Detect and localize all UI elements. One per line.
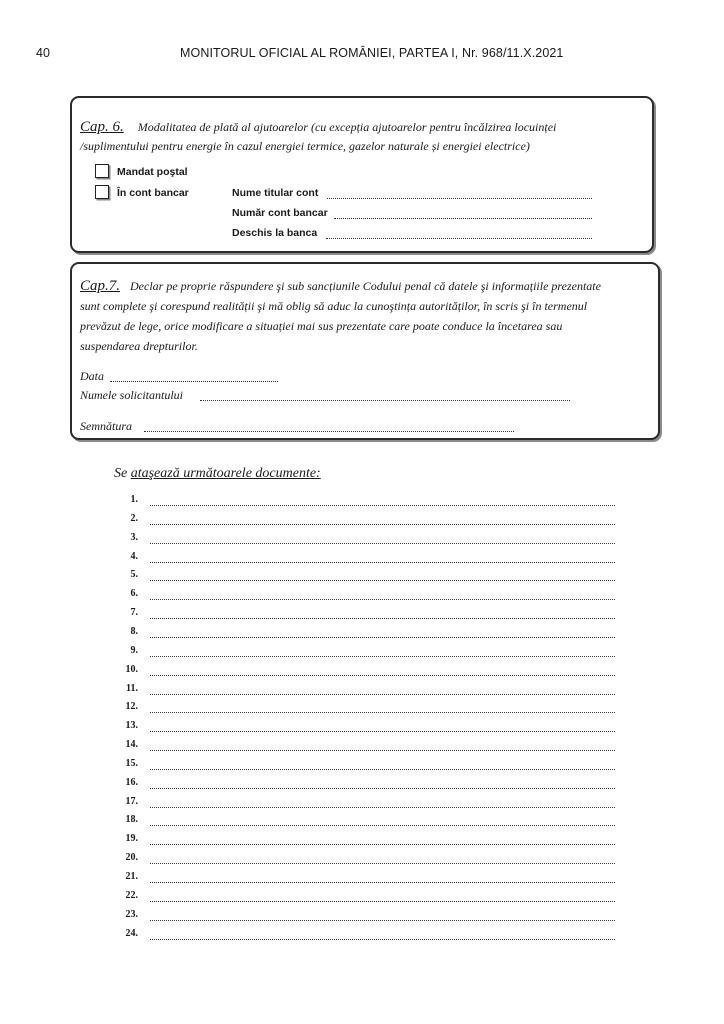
document-row-number: 3. bbox=[130, 531, 138, 543]
document-row-number: 21. bbox=[125, 871, 138, 882]
account-holder-field[interactable] bbox=[327, 198, 592, 199]
date-field[interactable] bbox=[110, 381, 278, 382]
document-row-number: 18. bbox=[125, 814, 138, 826]
document-row-field[interactable] bbox=[150, 882, 615, 883]
document-row bbox=[110, 588, 615, 606]
bank-account-label: În cont bancar bbox=[117, 187, 189, 199]
attached-documents-underlined: ataşează următoarele documente: bbox=[130, 466, 321, 481]
document-row-number: 8. bbox=[130, 625, 138, 637]
document-row-field[interactable] bbox=[150, 788, 615, 789]
document-row-field[interactable] bbox=[150, 524, 615, 525]
account-holder-label: Nume titular cont bbox=[232, 187, 319, 199]
attached-documents-title bbox=[114, 466, 321, 482]
document-row bbox=[110, 928, 615, 946]
document-row-number: 1. bbox=[130, 494, 138, 505]
document-row bbox=[110, 739, 615, 757]
document-row-number: 20. bbox=[125, 852, 138, 864]
document-row-field[interactable] bbox=[150, 750, 615, 751]
document-row-number: 23. bbox=[125, 908, 138, 920]
document-row bbox=[110, 607, 615, 625]
document-row-number: 17. bbox=[125, 795, 138, 807]
document-row-number: 14. bbox=[125, 739, 138, 751]
cap6-text-line1: Modalitatea de plată al ajutoarelor (cu excepția ajutoarelor pentru încălzirea locuinței bbox=[137, 120, 557, 134]
document-row bbox=[110, 569, 615, 587]
document-row bbox=[110, 720, 615, 738]
signature-label: Semnătura bbox=[80, 419, 132, 433]
document-row-number: 6. bbox=[130, 588, 138, 600]
bank-account-checkbox[interactable] bbox=[95, 185, 109, 199]
document-row-field[interactable] bbox=[150, 505, 615, 506]
document-row-field[interactable] bbox=[150, 599, 615, 600]
postal-order-checkbox[interactable] bbox=[95, 164, 109, 178]
document-row-number: 24. bbox=[125, 927, 138, 939]
document-row-field[interactable] bbox=[150, 637, 615, 638]
cap6-label: Cap. 6. bbox=[80, 119, 124, 135]
document-row-number: 4. bbox=[130, 550, 138, 562]
document-row bbox=[110, 814, 615, 832]
document-row bbox=[110, 909, 615, 927]
document-row bbox=[110, 890, 615, 908]
document-row-field[interactable] bbox=[150, 580, 615, 581]
document-row-field[interactable] bbox=[150, 920, 615, 921]
document-row bbox=[110, 758, 615, 776]
cap7-line-2: sunt complete şi corespund realității şi mă oblig să aduc la cunoştința autorităților, în scris şi în termenul bbox=[80, 299, 588, 313]
document-row-field[interactable] bbox=[150, 901, 615, 902]
document-row-field[interactable] bbox=[150, 807, 615, 808]
document-row-number: 10. bbox=[125, 663, 138, 675]
document-row-field[interactable] bbox=[150, 675, 615, 676]
page-number: 40 bbox=[36, 46, 50, 60]
bank-name-label: Deschis la banca bbox=[232, 227, 318, 239]
document-row-number: 5. bbox=[130, 569, 138, 581]
account-number-field[interactable] bbox=[334, 218, 592, 219]
document-row-number: 12. bbox=[125, 701, 138, 713]
cap7-declaration-section bbox=[70, 262, 660, 440]
document-row-field[interactable] bbox=[150, 863, 615, 864]
bank-name-field[interactable] bbox=[326, 238, 592, 239]
document-row bbox=[110, 664, 615, 682]
account-number-label: Număr cont bancar bbox=[232, 207, 328, 219]
document-row bbox=[110, 683, 615, 701]
document-row bbox=[110, 777, 615, 795]
document-row bbox=[110, 494, 615, 512]
document-row-number: 22. bbox=[125, 889, 138, 901]
document-row-number: 19. bbox=[125, 833, 138, 845]
document-row-number: 15. bbox=[125, 757, 138, 769]
cap7-line-4: suspendarea drepturilor. bbox=[80, 339, 198, 353]
document-row-number: 11. bbox=[126, 682, 138, 694]
cap6-intro bbox=[80, 118, 645, 136]
cap7-label: Cap.7. bbox=[80, 278, 121, 294]
document-row-number: 13. bbox=[125, 720, 138, 732]
cap6-payment-section bbox=[70, 96, 654, 253]
document-row-field[interactable] bbox=[150, 543, 615, 544]
document-row-field[interactable] bbox=[150, 694, 615, 695]
document-row bbox=[110, 852, 615, 870]
document-row bbox=[110, 701, 615, 719]
document-row-field[interactable] bbox=[150, 656, 615, 657]
document-row-field[interactable] bbox=[150, 939, 615, 940]
document-row bbox=[110, 796, 615, 814]
document-row-field[interactable] bbox=[150, 618, 615, 619]
postal-order-label: Mandat poştal bbox=[117, 166, 188, 178]
document-row-field[interactable] bbox=[150, 731, 615, 732]
cap7-line-1: Declar pe proprie răspundere şi sub sancțiunile Codului penal că datele şi informațiile prezentate bbox=[130, 279, 601, 293]
signature-field[interactable] bbox=[144, 431, 514, 432]
document-row bbox=[110, 833, 615, 851]
cap6-text-line2: /suplimentului pentru energie în cazul energiei termice, gazelor naturale și energiei electrice) bbox=[80, 139, 530, 153]
document-row-number: 9. bbox=[130, 644, 138, 656]
document-row bbox=[110, 871, 615, 889]
applicant-name-label: Numele solicitantului bbox=[80, 388, 183, 402]
cap7-declaration-text bbox=[80, 276, 650, 356]
cap7-line-3: prevăzut de lege, orice modificare a situației mai sus prezentate care poate conduce la încetarea sau bbox=[80, 319, 563, 333]
document-row-field[interactable] bbox=[150, 844, 615, 845]
document-row-number: 16. bbox=[125, 776, 138, 788]
document-row-number: 2. bbox=[130, 512, 138, 524]
page-header bbox=[0, 44, 724, 64]
document-row bbox=[110, 626, 615, 644]
document-row bbox=[110, 532, 615, 550]
attached-documents-prefix: Se bbox=[114, 466, 131, 481]
document-row bbox=[110, 513, 615, 531]
document-row-number: 7. bbox=[130, 607, 138, 619]
document-row-field[interactable] bbox=[150, 562, 615, 563]
document-row-field[interactable] bbox=[150, 712, 615, 713]
publication-title: MONITORUL OFICIAL AL ROMÂNIEI, PARTEA I, Nr. 968/11.X.2021 bbox=[180, 46, 564, 60]
document-row-field[interactable] bbox=[150, 825, 615, 826]
document-row-field[interactable] bbox=[150, 769, 615, 770]
document-row bbox=[110, 551, 615, 569]
applicant-name-field[interactable] bbox=[200, 400, 570, 401]
document-row bbox=[110, 645, 615, 663]
date-label: Data bbox=[80, 369, 104, 383]
